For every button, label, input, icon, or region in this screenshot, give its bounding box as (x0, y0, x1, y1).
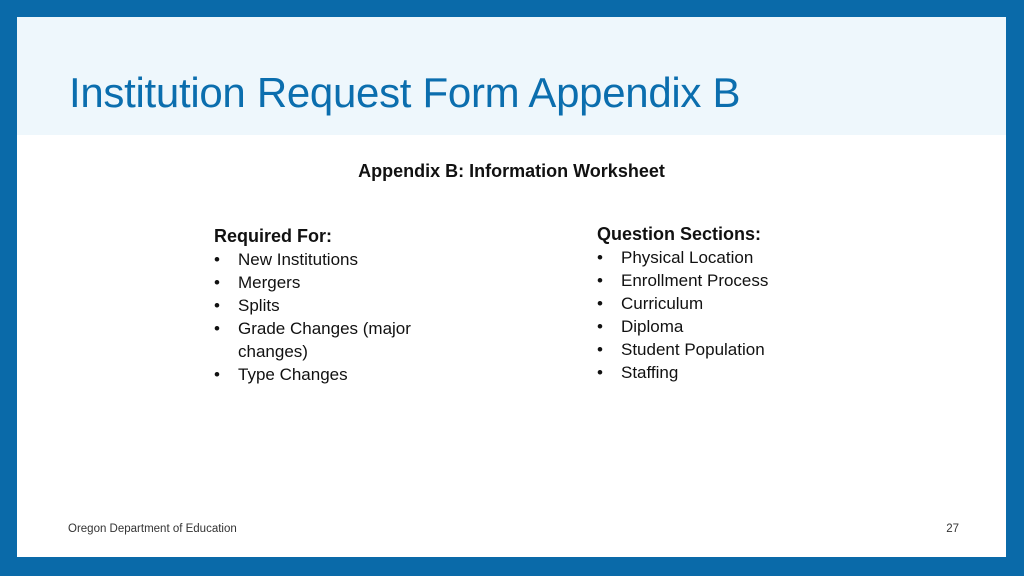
list-item-label: Diploma (621, 317, 684, 336)
list-item-label: Grade Changes (major changes) (238, 319, 411, 361)
list-item (214, 271, 474, 294)
list-item-label: Student Population (621, 340, 765, 359)
required-for-list (214, 248, 474, 386)
bullet-icon: • (597, 248, 603, 267)
bullet-icon: • (214, 365, 220, 384)
bullet-icon: • (214, 250, 220, 269)
list-item-label: Mergers (238, 273, 301, 292)
title-band (17, 17, 1006, 135)
list-item-label: Type Changes (238, 365, 348, 384)
slide (17, 17, 1006, 557)
bullet-icon: • (597, 317, 603, 336)
list-item-label: Curriculum (621, 294, 704, 313)
list-item (597, 292, 857, 315)
list-item-label: Splits (238, 296, 280, 315)
footer-text: Oregon Department of Education (68, 523, 237, 535)
list-item (214, 248, 474, 271)
list-item (597, 338, 857, 361)
bullet-icon: • (597, 340, 603, 359)
page-number: 27 (946, 523, 959, 535)
list-item (597, 246, 857, 269)
list-item-label: Physical Location (621, 248, 754, 267)
list-item (597, 269, 857, 292)
list-item-label: New Institutions (238, 250, 358, 269)
list-item (214, 363, 474, 386)
bullet-icon: • (214, 273, 220, 292)
bullet-icon: • (214, 296, 220, 315)
question-sections-list (597, 246, 857, 384)
required-for-column (214, 225, 474, 386)
bullet-icon: • (597, 294, 603, 313)
bullet-icon: • (597, 363, 603, 382)
question-sections-heading: Question Sections: (597, 224, 762, 244)
bullet-icon: • (214, 319, 220, 338)
list-item (214, 294, 474, 317)
list-item (597, 361, 857, 384)
list-item (214, 317, 428, 363)
bullet-icon: • (597, 271, 603, 290)
question-sections-column (597, 223, 857, 384)
slide-subtitle: Appendix B: Information Worksheet (358, 161, 665, 181)
list-item-label: Staffing (621, 363, 679, 382)
required-for-heading: Required For: (214, 226, 333, 246)
list-item-label: Enrollment Process (621, 271, 769, 290)
list-item (597, 315, 857, 338)
slide-title: Institution Request Form Appendix B (69, 69, 741, 116)
